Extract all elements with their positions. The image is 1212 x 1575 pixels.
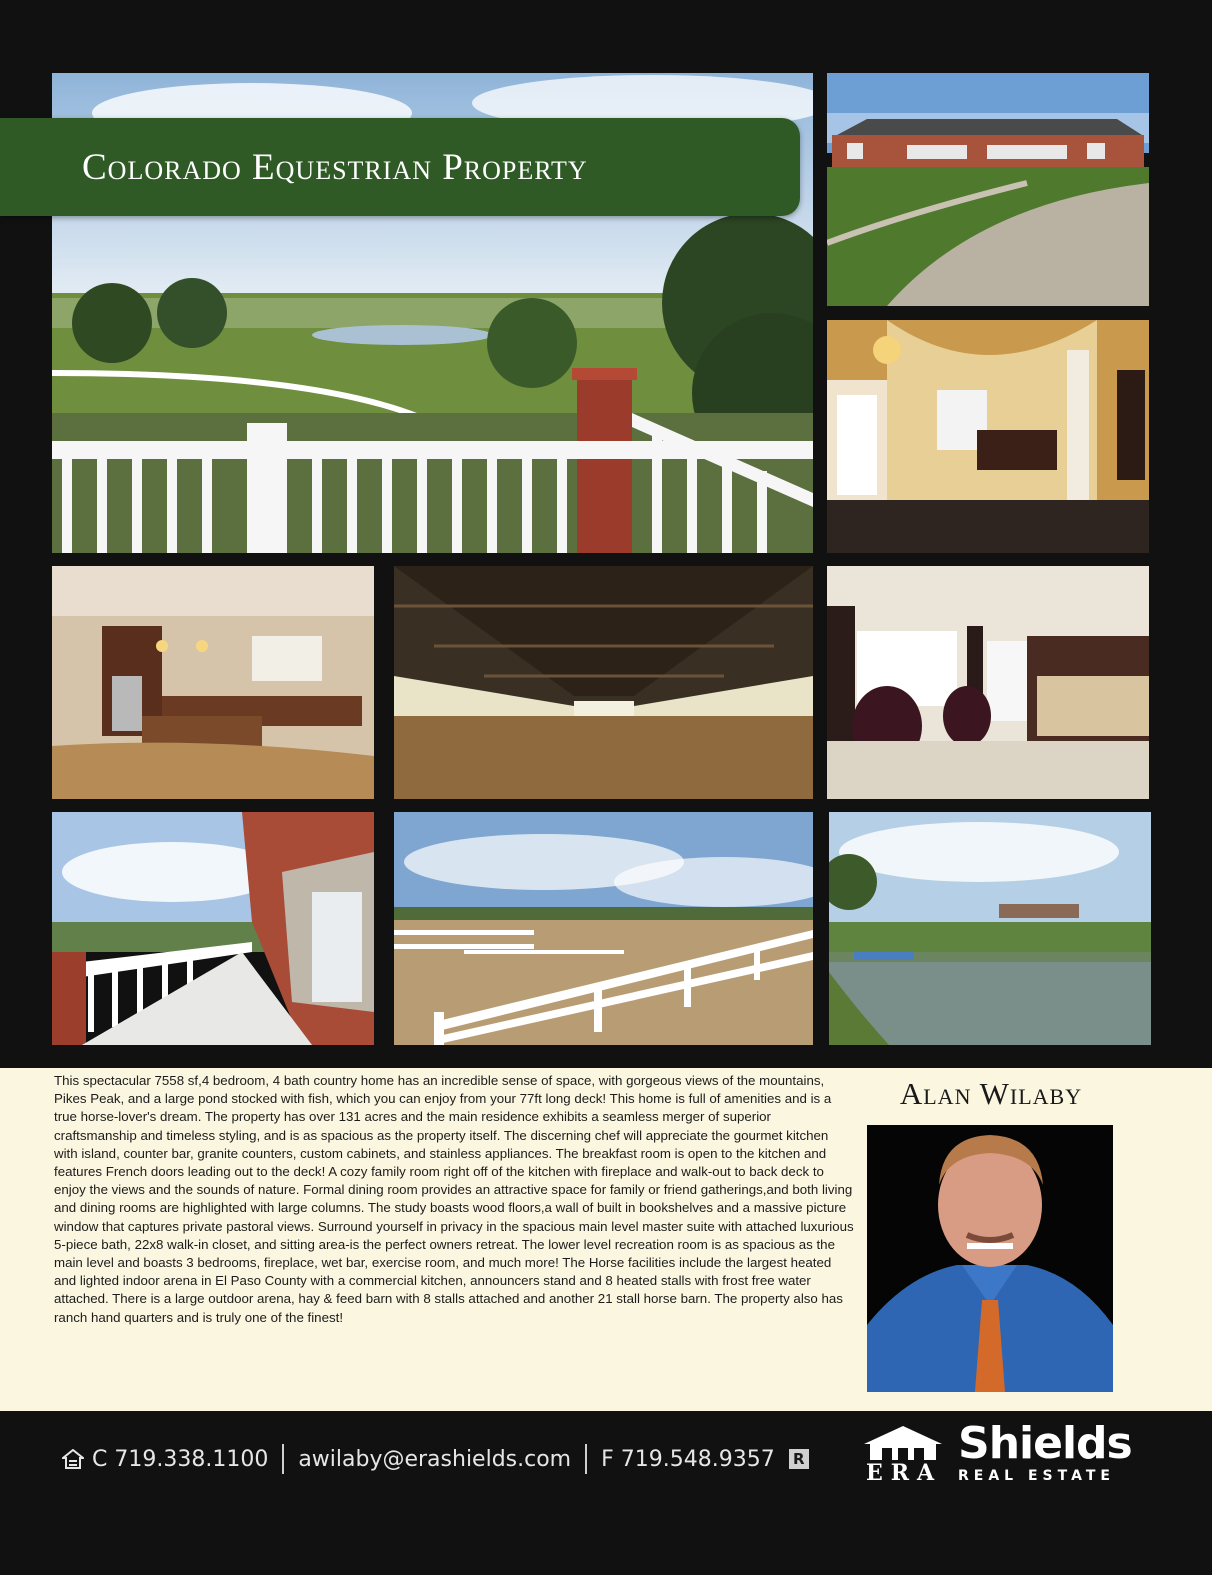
long-deck-photo bbox=[52, 812, 374, 1045]
page-title: Colorado Equestrian Property bbox=[82, 146, 588, 188]
dining-room-photo bbox=[827, 320, 1149, 553]
agent-portrait-photo bbox=[867, 1125, 1113, 1392]
logo-era: ERA bbox=[866, 1460, 943, 1486]
logo-subtitle: REAL ESTATE bbox=[958, 1468, 1115, 1484]
realtor-icon: R bbox=[789, 1449, 809, 1469]
house-exterior-photo bbox=[827, 73, 1149, 306]
agent-name: Alan Wilaby bbox=[899, 1076, 1083, 1111]
outdoor-arena-photo bbox=[394, 812, 813, 1045]
contact-line bbox=[62, 1444, 809, 1474]
separator bbox=[282, 1444, 284, 1474]
separator bbox=[585, 1444, 587, 1474]
era-house-logo-icon bbox=[862, 1424, 944, 1462]
equal-housing-icon bbox=[62, 1449, 84, 1469]
title-banner bbox=[0, 118, 800, 216]
fax-number: F 719.548.9357 bbox=[601, 1446, 775, 1472]
email-link[interactable]: awilaby@erashields.com bbox=[298, 1446, 572, 1472]
pond-photo bbox=[829, 812, 1151, 1045]
master-bedroom-photo bbox=[827, 566, 1149, 799]
logo-name: Shields bbox=[958, 1418, 1132, 1469]
era-shields-logo bbox=[862, 1418, 1132, 1488]
indoor-arena-photo bbox=[394, 566, 813, 799]
property-description: This spectacular 7558 sf,4 bedroom, 4 bath country home has an incredible sense of space, with gorgeous views of the mountains, Pikes Peak, and a large pond stocked with fish, which you can enjoy from your 77ft long deck! This home is full of amenities and is a true horse-lover's dream. The property has over 131 acres and the main residence exhibits a seamless merger of superior craftsmanship and timeless styling, and is as spacious as the property itself. The discerning chef will appreciate the gourmet kitchen with island, counter bar, granite counters, custom cabinets, and stainless appliances. The breakfast room is open to the kitchen and features French doors leading out to the deck! A cozy family room right off of the kitchen with fireplace and walk-out to back deck to enjoy the views and the sounds of nature. Formal dining room provides an attractive space for family or friend gatherings,and both living and dining rooms are highlighted with large columns. The study boasts wood floors,a wall of built in bookshelves and a massive picture window that captures private pastoral views. Surround yourself in privacy in the spacious main level master suite with attached luxurious 5-piece bath, 22x8 walk-in closet, and sitting area-is the perfect owners retreat. The lower level recreation room is as spacious as the main level and boasts 3 bedrooms, fireplace, wet bar, exercise room, and much more! The Horse facilities include the largest heated and lighted indoor arena in El Paso County with a commercial kitchen, announcers stand and 8 heated stalls with frost free water attached. There is a large outdoor arena, hay & feed barn with 8 stalls attached and another 21 stall horse barn. The property also has ranch hand quarters and is truly one of the finest! bbox=[54, 1073, 854, 1325]
kitchen-photo bbox=[52, 566, 374, 799]
cell-phone[interactable]: C 719.338.1100 bbox=[92, 1446, 269, 1472]
